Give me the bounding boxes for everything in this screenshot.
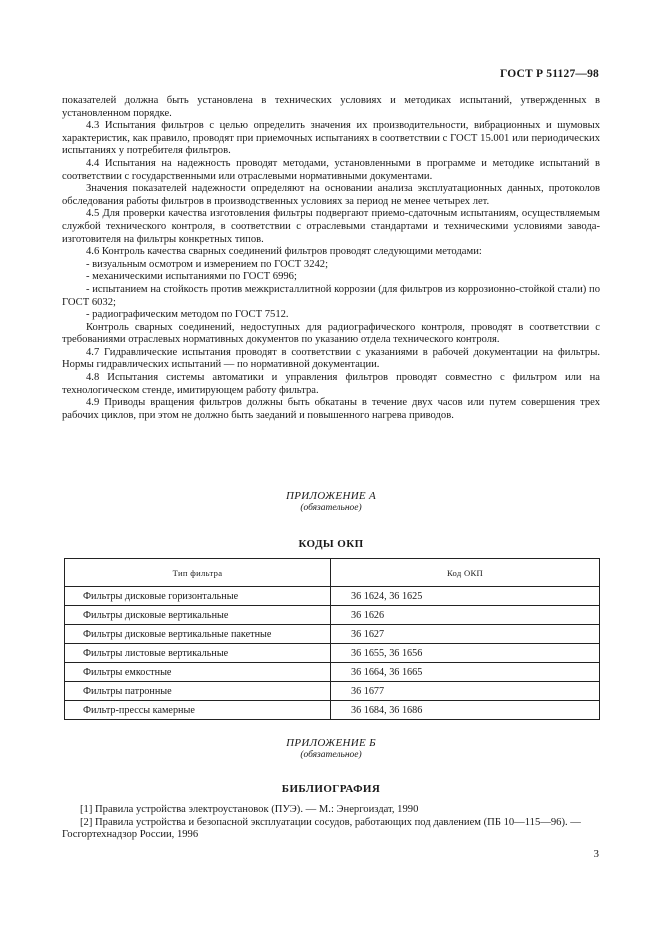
cell-okp-code: 36 1655, 36 1656 [331, 644, 600, 663]
cell-filter-type: Фильтры дисковые вертикальные пакетные [65, 625, 331, 644]
table-header-row [65, 559, 600, 587]
column-header-okp-code: Код ОКП [331, 559, 600, 587]
table-row [65, 701, 600, 720]
cell-okp-code: 36 1626 [331, 606, 600, 625]
table-row [65, 587, 600, 606]
cell-filter-type: Фильтры дисковые горизонтальные [65, 587, 331, 606]
table-row [65, 606, 600, 625]
cell-okp-code: 36 1664, 36 1665 [331, 663, 600, 682]
paragraph: показателей должна быть установлена в технических условиях и методиках испытаний, утвержденных в установленном порядке. [62, 95, 600, 119]
body-text [62, 95, 600, 422]
bibliography-heading: БИБЛИОГРАФИЯ [281, 783, 381, 795]
paragraph-4-3: 4.3 Испытания фильтров с целью определить значения их производительности, вибрационных и шумовых характеристик, как правило, проводят при приемочных испытаниях в соответствии с ГОСТ 15.001 или периодических испытаниях у потребителя фильтров. [62, 120, 600, 157]
cell-okp-code: 36 1684, 36 1686 [331, 701, 600, 720]
appendix-a-title: ПРИЛОЖЕНИЕ А [285, 490, 377, 502]
appendix-b-subtitle: (обязательное) [300, 750, 362, 760]
bibliography-entry: [2] Правила устройства и безопасной эксплуатации сосудов, работающих под давлением (ПБ 10—115—96). — Госгортехнадзор России, 1996 [62, 816, 581, 841]
bibliography-entry: [1] Правила устройства электроустановок (ПУЭ). — М.: Энергоиздат, 1990 [80, 804, 419, 815]
list-item: - визуальным осмотром и измерением по ГОСТ 3242; [86, 258, 329, 270]
cell-okp-code: 36 1624, 36 1625 [331, 587, 600, 606]
paragraph-4-9: 4.9 Приводы вращения фильтров должны быть обкатаны в течение двух часов или путем совершения трех рабочих циклов, при этом не должно быть заеданий и повышенного нагрева приводов. [62, 397, 600, 421]
cell-filter-type: Фильтры листовые вертикальные [65, 644, 331, 663]
cell-filter-type: Фильтры дисковые вертикальные [65, 606, 331, 625]
table-row [65, 644, 600, 663]
paragraph: Значения показателей надежности определяют на основании анализа эксплуатационных данных, протоколов обследования работы фильтров в производственных условиях за период не менее четырех лет. [62, 183, 600, 207]
table-row [65, 682, 600, 701]
list-item: - радиографическим методом по ГОСТ 7512. [86, 309, 289, 321]
cell-okp-code: 36 1627 [331, 625, 600, 644]
appendix-b-title-block [62, 737, 600, 760]
cell-filter-type: Фильтры емкостные [65, 663, 331, 682]
cell-filter-type: Фильтр-прессы камерные [65, 701, 331, 720]
list-item: - механическими испытаниями по ГОСТ 6996; [86, 271, 297, 283]
okp-table [64, 558, 600, 720]
paragraph-4-5: 4.5 Для проверки качества изготовления фильтры подвергают приемо-сдаточным испытаниям, осуществляемым службой технического контроля, в соответствии с отраслевыми стандартами и техническими условиями завода-изготовителя на фильтры конкретных типов. [62, 208, 600, 245]
paragraph-4-6: 4.6 Контроль качества сварных соединений фильтров проводят следующими методами: [86, 246, 482, 258]
table-row [65, 663, 600, 682]
appendix-a-title-block [62, 490, 600, 513]
okp-heading: КОДЫ ОКП [298, 538, 364, 550]
paragraph: Контроль сварных соединений, недоступных для радиографического контроля, проводят в соответствии с требованиями отраслевых нормативных документов по указанию отдела технического контроля. [62, 321, 600, 346]
paragraph-4-8: 4.8 Испытания системы автоматики и управления фильтров проводят совместно с фильтром или на технологическом стенде, имитирующем работу фильтра. [62, 372, 600, 396]
cell-filter-type: Фильтры патронные [65, 682, 331, 701]
table-row [65, 625, 600, 644]
bibliography-list [62, 804, 600, 842]
appendix-b-title: ПРИЛОЖЕНИЕ Б [286, 737, 376, 749]
page-number: 3 [593, 848, 599, 860]
paragraph-4-7: 4.7 Гидравлические испытания проводят в соответствии с указаниями в рабочей документации на фильтры. Нормы гидравлических испытаний — по нормативной документации. [62, 346, 600, 371]
document-code-header: ГОСТ Р 51127—98 [500, 68, 599, 80]
list-item: - испытанием на стойкость против межкристаллитной коррозии (для фильтров из коррозионно-стойкой стали) по ГОСТ 6032; [62, 283, 600, 308]
paragraph-4-4: 4.4 Испытания на надежность проводят методами, установленными в программе и методике испытаний в соответствии с государственными или отраслевыми нормативными документами. [62, 157, 600, 182]
cell-okp-code: 36 1677 [331, 682, 600, 701]
appendix-a-subtitle: (обязательное) [300, 503, 362, 513]
column-header-filter-type: Тип фильтра [65, 559, 331, 587]
